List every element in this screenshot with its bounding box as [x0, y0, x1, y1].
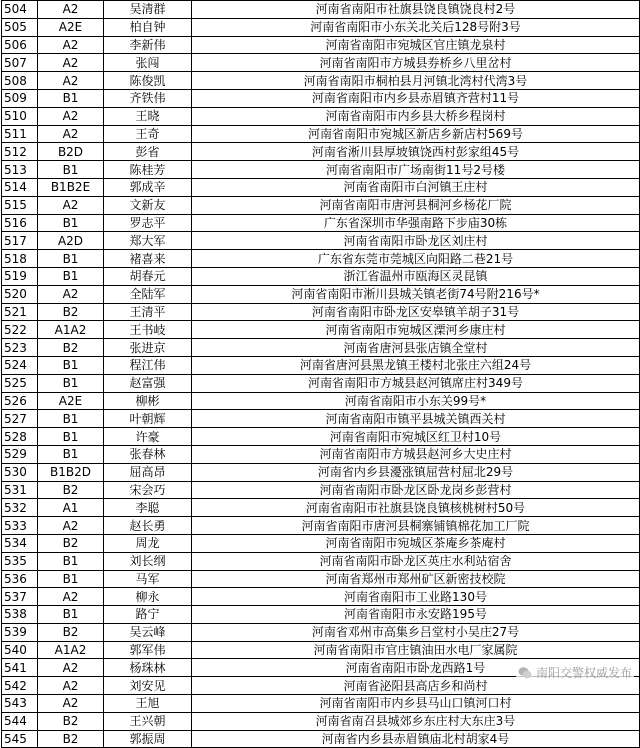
- record-number-cell: 537: [2, 588, 38, 606]
- license-class-cell: B2: [38, 303, 104, 321]
- record-number-cell: 523: [2, 339, 38, 357]
- table-row: [2, 552, 640, 570]
- table-row: [2, 463, 640, 481]
- record-number-cell: 521: [2, 303, 38, 321]
- table-row: [2, 107, 640, 125]
- table-row: [2, 570, 640, 588]
- table-row: [2, 606, 640, 624]
- name-cell: 张春林: [104, 445, 192, 463]
- address-cell: 河南省内乡县瀀涨镇屈营村屈北29号: [192, 463, 640, 481]
- name-cell: 齐铁伟: [104, 89, 192, 107]
- license-class-cell: B2: [38, 623, 104, 641]
- record-number-cell: 528: [2, 428, 38, 446]
- name-cell: 马军: [104, 570, 192, 588]
- license-class-cell: B1: [38, 410, 104, 428]
- name-cell: 陈俊凯: [104, 72, 192, 90]
- address-cell: 河南省南阳市卧龙区刘庄村: [192, 232, 640, 250]
- address-cell: 河南省南阳市内乡县赤眉镇齐营村11号: [192, 89, 640, 107]
- record-number-cell: 536: [2, 570, 38, 588]
- name-cell: 张闯: [104, 54, 192, 72]
- name-cell: 柏自钟: [104, 18, 192, 36]
- address-cell: 河南省南阳市方城县赵河乡大史庄村: [192, 445, 640, 463]
- table-row: [2, 392, 640, 410]
- record-number-cell: 506: [2, 36, 38, 54]
- record-number-cell: 504: [2, 1, 38, 19]
- record-table: [1, 0, 640, 748]
- address-cell: 河南省南阳市广场南街11号2号楼: [192, 161, 640, 179]
- address-cell: 河南省南阳市小东关99号*: [192, 392, 640, 410]
- table-row: [2, 623, 640, 641]
- record-number-cell: 526: [2, 392, 38, 410]
- record-number-cell: 515: [2, 196, 38, 214]
- license-class-cell: B2: [38, 712, 104, 730]
- license-class-cell: B2: [38, 534, 104, 552]
- record-number-cell: 520: [2, 285, 38, 303]
- name-cell: 王清平: [104, 303, 192, 321]
- license-class-cell: B2: [38, 481, 104, 499]
- record-number-cell: 529: [2, 445, 38, 463]
- license-class-cell: A2: [38, 588, 104, 606]
- name-cell: 王奇: [104, 125, 192, 143]
- license-class-cell: A2: [38, 125, 104, 143]
- license-class-cell: B1: [38, 552, 104, 570]
- address-cell: 河南省唐河县黑龙镇王楼村北张庄六组24号: [192, 356, 640, 374]
- record-number-cell: 507: [2, 54, 38, 72]
- record-number-cell: 539: [2, 623, 38, 641]
- name-cell: 周龙: [104, 534, 192, 552]
- record-number-cell: 540: [2, 641, 38, 659]
- record-number-cell: 527: [2, 410, 38, 428]
- address-cell: 河南省南阳市白河镇王庄村: [192, 178, 640, 196]
- table-row: [2, 267, 640, 285]
- table-row: [2, 178, 640, 196]
- address-cell: 河南省南阳市工业路130号: [192, 588, 640, 606]
- name-cell: 刘安见: [104, 677, 192, 695]
- name-cell: 王兴朝: [104, 712, 192, 730]
- table-row: [2, 285, 640, 303]
- table-row: [2, 428, 640, 446]
- name-cell: 全陆军: [104, 285, 192, 303]
- name-cell: 程江伟: [104, 356, 192, 374]
- name-cell: 柳彬: [104, 392, 192, 410]
- record-number-cell: 541: [2, 659, 38, 677]
- name-cell: 杨珠林: [104, 659, 192, 677]
- table-row: [2, 72, 640, 90]
- record-number-cell: 544: [2, 712, 38, 730]
- name-cell: 胡春元: [104, 267, 192, 285]
- address-cell: 河南省南召县城郊乡东庄村大东庄3号: [192, 712, 640, 730]
- name-cell: 郭军伟: [104, 641, 192, 659]
- table-row: [2, 303, 640, 321]
- license-class-cell: A2: [38, 659, 104, 677]
- record-number-cell: 516: [2, 214, 38, 232]
- license-class-cell: B1B2E: [38, 178, 104, 196]
- address-cell: 河南省南阳市卧龙区英庄水利站宿舍: [192, 552, 640, 570]
- record-number-cell: 517: [2, 232, 38, 250]
- license-class-cell: A2: [38, 196, 104, 214]
- record-number-cell: 519: [2, 267, 38, 285]
- name-cell: 郑大军: [104, 232, 192, 250]
- license-class-cell: A2D: [38, 232, 104, 250]
- address-cell: 河南省南阳市内乡县大桥乡程岗村: [192, 107, 640, 125]
- table-row: [2, 517, 640, 535]
- license-class-cell: B1: [38, 214, 104, 232]
- license-class-cell: A1A2: [38, 641, 104, 659]
- address-cell: 河南省南阳市宛城区溧河乡康庄村: [192, 321, 640, 339]
- name-cell: 张进京: [104, 339, 192, 357]
- table-body: [2, 1, 640, 748]
- name-cell: 柳永: [104, 588, 192, 606]
- table-row: [2, 534, 640, 552]
- license-class-cell: A2: [38, 677, 104, 695]
- name-cell: 郭成辛: [104, 178, 192, 196]
- address-cell: 浙江省温州市瓯海区灵昆镇: [192, 267, 640, 285]
- record-number-cell: 543: [2, 695, 38, 713]
- table-row: [2, 339, 640, 357]
- name-cell: 屈高昂: [104, 463, 192, 481]
- record-number-cell: 518: [2, 250, 38, 268]
- record-number-cell: 545: [2, 730, 38, 748]
- record-number-cell: 508: [2, 72, 38, 90]
- name-cell: 彭省: [104, 143, 192, 161]
- table-row: [2, 1, 640, 19]
- address-cell: 河南省唐河县张店镇全堂村: [192, 339, 640, 357]
- address-cell: 河南省南阳市淅川县城关镇老街74号附216号*: [192, 285, 640, 303]
- name-cell: 文新友: [104, 196, 192, 214]
- record-number-cell: 514: [2, 178, 38, 196]
- record-number-cell: 531: [2, 481, 38, 499]
- name-cell: 王书岐: [104, 321, 192, 339]
- name-cell: 宋会巧: [104, 481, 192, 499]
- name-cell: 王晓: [104, 107, 192, 125]
- address-cell: 广东省东莞市莞城区向阳路二巷21号: [192, 250, 640, 268]
- record-number-cell: 534: [2, 534, 38, 552]
- license-class-cell: B1: [38, 374, 104, 392]
- record-number-cell: 542: [2, 677, 38, 695]
- table-row: [2, 481, 640, 499]
- wechat-icon: [518, 666, 532, 680]
- table-row: [2, 196, 640, 214]
- address-cell: 河南省南阳市卧龙区安皋镇羊胡子31号: [192, 303, 640, 321]
- name-cell: 罗志平: [104, 214, 192, 232]
- address-cell: 河南省南阳市方城县券桥乡八里岔村: [192, 54, 640, 72]
- table-row: [2, 250, 640, 268]
- table-row: [2, 232, 640, 250]
- record-number-cell: 505: [2, 18, 38, 36]
- watermark: [516, 664, 634, 681]
- license-class-cell: B1: [38, 428, 104, 446]
- name-cell: 郭振周: [104, 730, 192, 748]
- address-cell: 河南省南阳市桐柏县月河镇北湾村代湾3号: [192, 72, 640, 90]
- name-cell: 陈桂芳: [104, 161, 192, 179]
- address-cell: 河南省南阳市永安路195号: [192, 606, 640, 624]
- table-row: [2, 641, 640, 659]
- address-cell: 河南省南阳市社旗县饶良镇核桃树村50号: [192, 499, 640, 517]
- address-cell: 河南省南阳市内乡县马山口镇河口村: [192, 695, 640, 713]
- table-row: [2, 161, 640, 179]
- watermark-text: 南阳交警权威发布: [535, 666, 632, 680]
- license-class-cell: A2: [38, 695, 104, 713]
- table-row: [2, 695, 640, 713]
- name-cell: 路宁: [104, 606, 192, 624]
- record-number-cell: 533: [2, 517, 38, 535]
- license-class-cell: A2E: [38, 392, 104, 410]
- name-cell: 赵长勇: [104, 517, 192, 535]
- address-cell: 河南省南阳市唐河县桐寨铺镇棉花加工厂院: [192, 517, 640, 535]
- table-row: [2, 143, 640, 161]
- table-row: [2, 36, 640, 54]
- table-row: [2, 125, 640, 143]
- license-class-cell: A2: [38, 517, 104, 535]
- record-number-cell: 513: [2, 161, 38, 179]
- license-class-cell: B1: [38, 161, 104, 179]
- record-number-cell: 510: [2, 107, 38, 125]
- record-number-cell: 535: [2, 552, 38, 570]
- address-cell: 河南省邓州市高集乡吕堂村小吴庄27号: [192, 623, 640, 641]
- address-cell: 河南省泌阳县高店乡和尚村: [192, 677, 640, 695]
- name-cell: 李新伟: [104, 36, 192, 54]
- license-class-cell: A2: [38, 36, 104, 54]
- table-row: [2, 588, 640, 606]
- address-cell: 河南省南阳市小东关北关后128号附3号: [192, 18, 640, 36]
- address-cell: 河南省南阳市唐河县桐河乡杨花厂院: [192, 196, 640, 214]
- record-number-cell: 522: [2, 321, 38, 339]
- table-row: [2, 18, 640, 36]
- license-class-cell: A1: [38, 499, 104, 517]
- license-class-cell: B1: [38, 267, 104, 285]
- license-class-cell: A2: [38, 1, 104, 19]
- address-cell: 河南省郑州市郑州矿区新密技校院: [192, 570, 640, 588]
- address-cell: 河南省南阳市社旗县饶良镇饶良村2号: [192, 1, 640, 19]
- table-row: [2, 445, 640, 463]
- address-cell: 河南省南阳市宛城区茶庵乡茶庵村: [192, 534, 640, 552]
- record-number-cell: 532: [2, 499, 38, 517]
- address-cell: 河南省南阳市官庄镇油田水电厂家属院: [192, 641, 640, 659]
- address-cell: 河南省内乡县赤眉镇庙北村胡家4号: [192, 730, 640, 748]
- record-number-cell: 509: [2, 89, 38, 107]
- table-row: [2, 730, 640, 748]
- address-cell: 河南省南阳市卧龙西路1号: [192, 659, 640, 677]
- address-cell: 河南省淅川县厚坡镇饶西村彭家组45号: [192, 143, 640, 161]
- address-cell: 河南省南阳市镇平县城关镇西关村: [192, 410, 640, 428]
- address-cell: 河南省南阳市宛城区新店乡新店村569号: [192, 125, 640, 143]
- license-class-cell: B2D: [38, 143, 104, 161]
- license-class-cell: A2: [38, 72, 104, 90]
- name-cell: 许豪: [104, 428, 192, 446]
- record-number-cell: 538: [2, 606, 38, 624]
- address-cell: 河南省南阳市卧龙区卧龙岗乡彭营村: [192, 481, 640, 499]
- license-class-cell: A1A2: [38, 321, 104, 339]
- license-class-cell: B2: [38, 339, 104, 357]
- table-row: [2, 321, 640, 339]
- name-cell: 刘长纲: [104, 552, 192, 570]
- license-class-cell: B1: [38, 250, 104, 268]
- license-class-cell: B1: [38, 356, 104, 374]
- table-row: [2, 214, 640, 232]
- table-row: [2, 54, 640, 72]
- record-number-cell: 512: [2, 143, 38, 161]
- name-cell: 赵富强: [104, 374, 192, 392]
- address-cell: 广东省深圳市华强南路下步庙30栋: [192, 214, 640, 232]
- license-class-cell: B1: [38, 570, 104, 588]
- record-number-cell: 524: [2, 356, 38, 374]
- license-class-cell: B1: [38, 606, 104, 624]
- license-class-cell: A2: [38, 107, 104, 125]
- table-row: [2, 356, 640, 374]
- table-row: [2, 374, 640, 392]
- address-cell: 河南省南阳市方城县赵河镇席庄村349号: [192, 374, 640, 392]
- name-cell: 王旭: [104, 695, 192, 713]
- license-class-cell: B1B2D: [38, 463, 104, 481]
- address-cell: 河南省南阳市宛城区红卫村10号: [192, 428, 640, 446]
- name-cell: 叶朝辉: [104, 410, 192, 428]
- license-class-cell: B1: [38, 89, 104, 107]
- table-row: [2, 712, 640, 730]
- license-class-cell: B1: [38, 445, 104, 463]
- record-number-cell: 511: [2, 125, 38, 143]
- record-number-cell: 525: [2, 374, 38, 392]
- license-class-cell: A2: [38, 285, 104, 303]
- license-class-cell: A2: [38, 54, 104, 72]
- license-class-cell: B2: [38, 730, 104, 748]
- license-class-cell: A2E: [38, 18, 104, 36]
- address-cell: 河南省南阳市宛城区官庄镇龙泉村: [192, 36, 640, 54]
- name-cell: 褚喜来: [104, 250, 192, 268]
- name-cell: 李聪: [104, 499, 192, 517]
- record-number-cell: 530: [2, 463, 38, 481]
- table-row: [2, 499, 640, 517]
- name-cell: 吴清群: [104, 1, 192, 19]
- name-cell: 吴云峰: [104, 623, 192, 641]
- table-row: [2, 89, 640, 107]
- table-row: [2, 410, 640, 428]
